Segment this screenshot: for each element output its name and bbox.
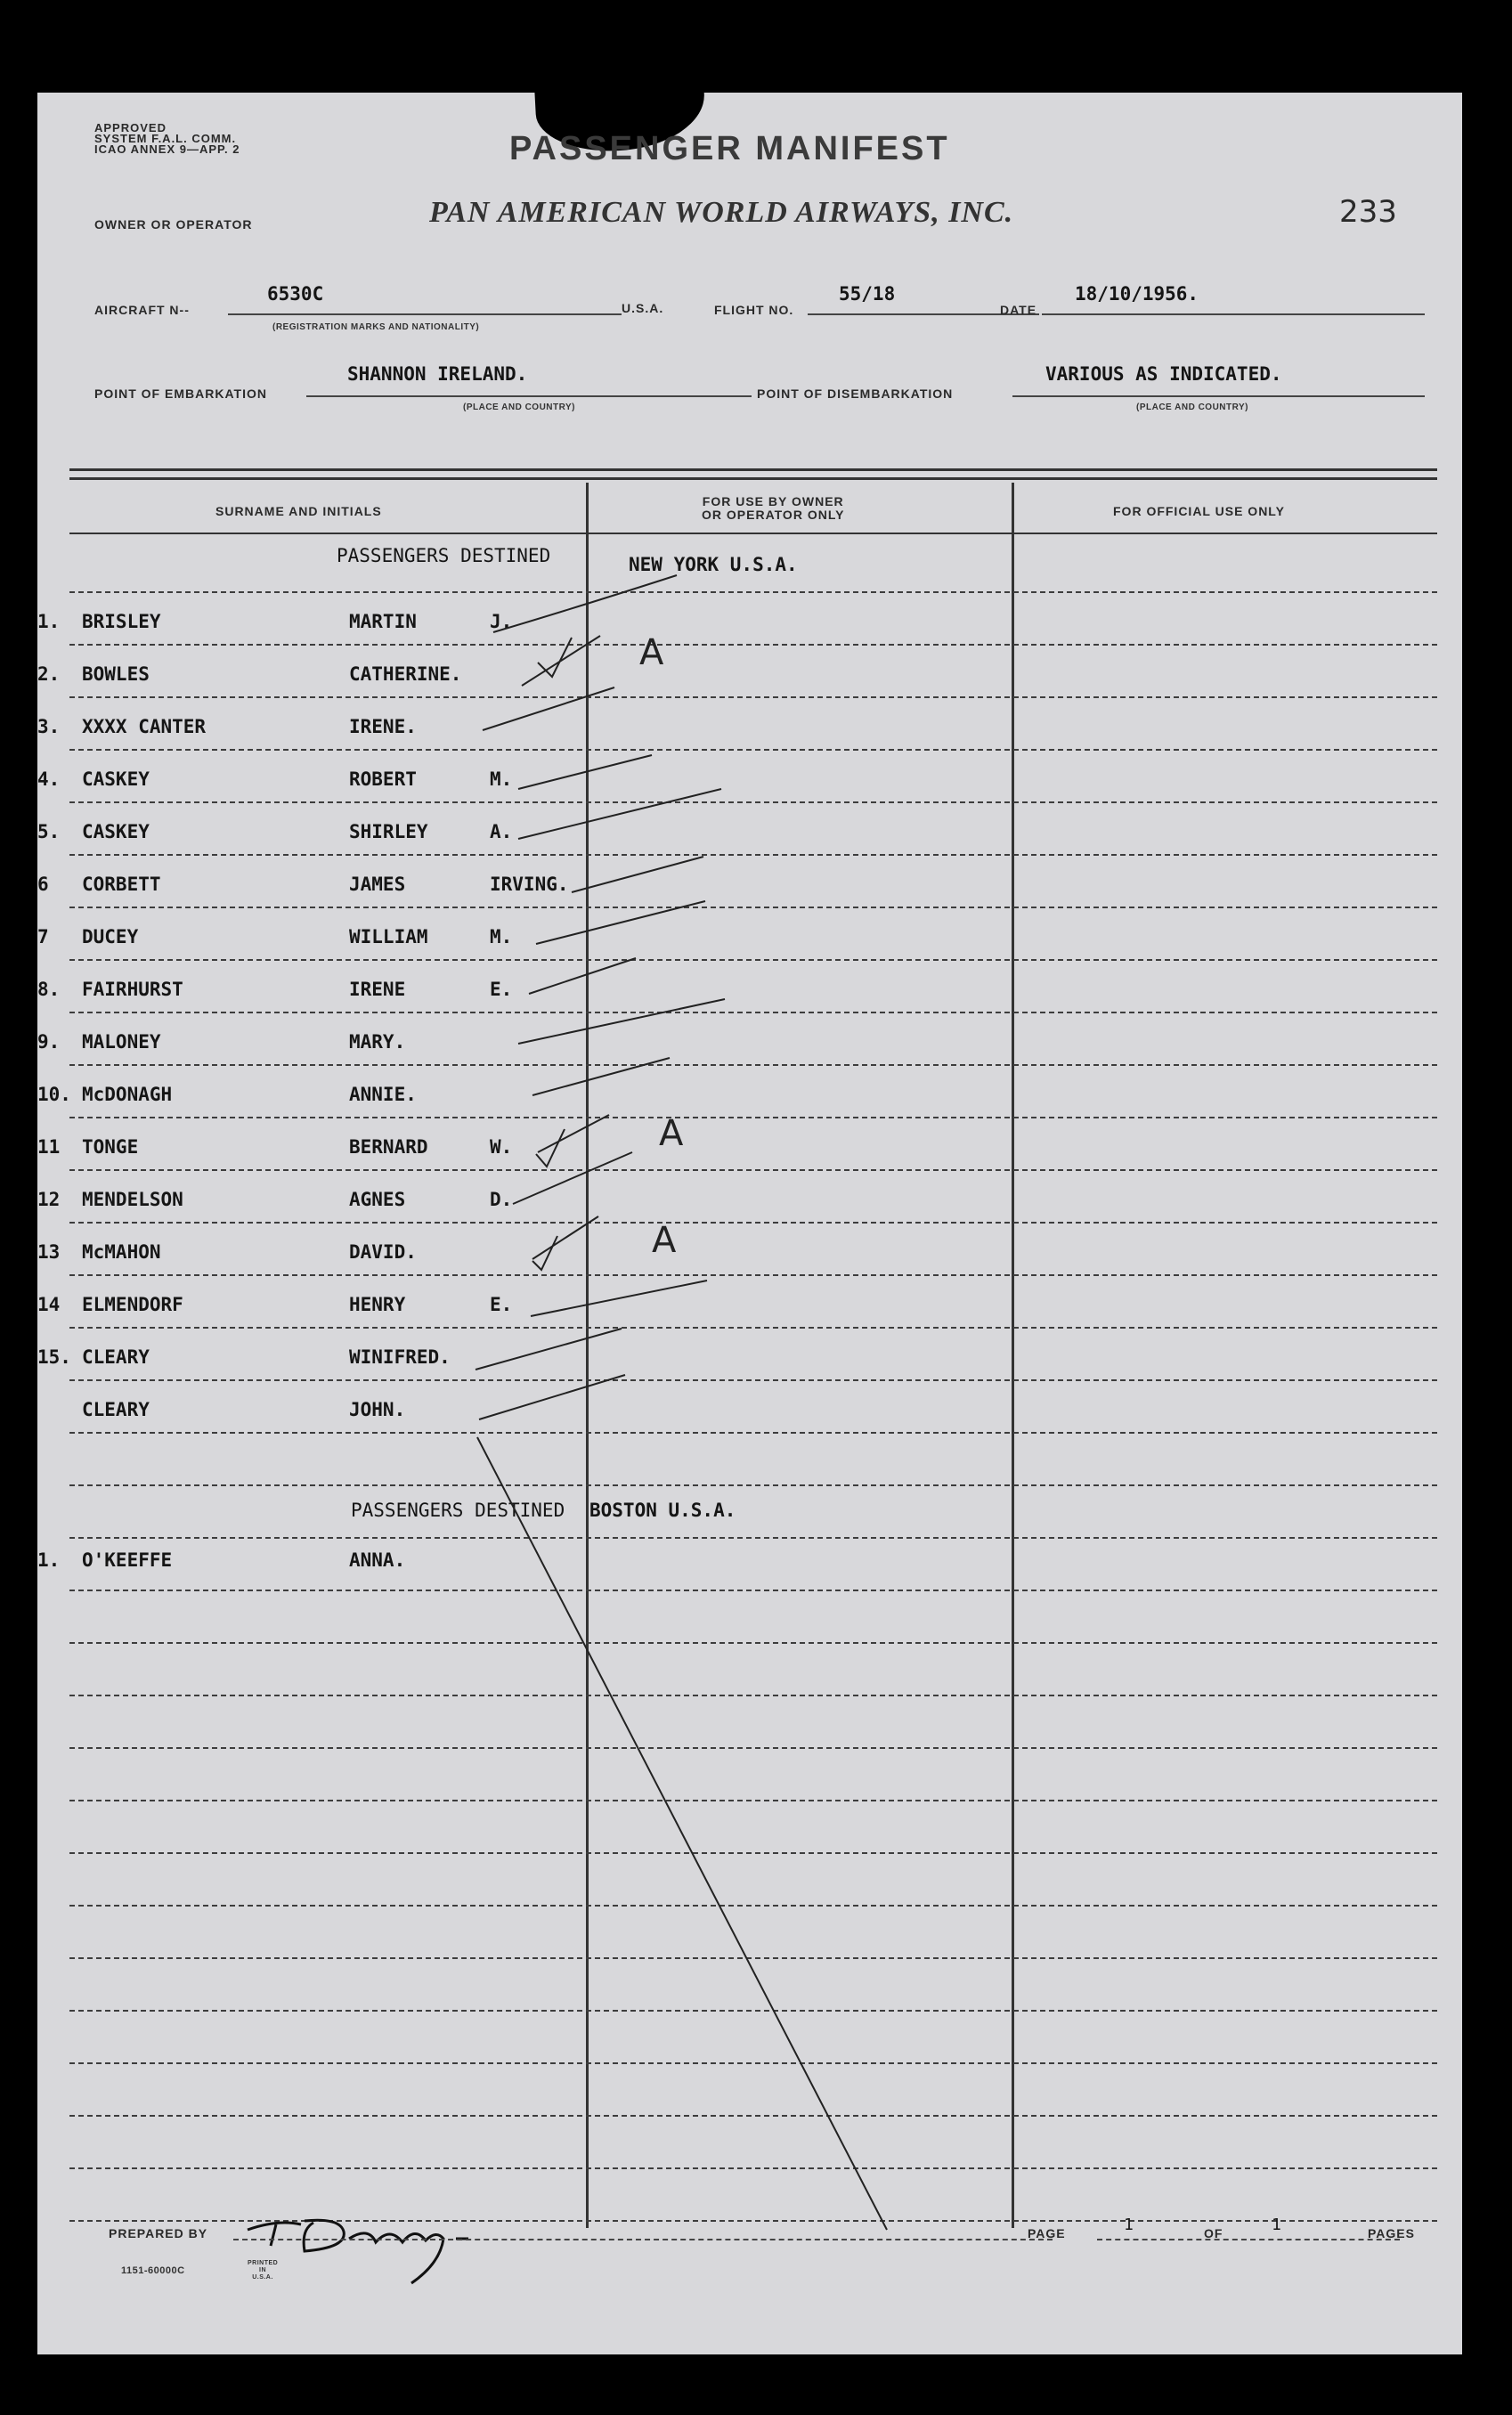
operator-name: PAN AMERICAN WORLD AIRWAYS, INC. bbox=[429, 196, 1014, 229]
passenger-initial: J. bbox=[490, 611, 513, 632]
check-stroke bbox=[538, 1115, 609, 1152]
passenger-number: 6 bbox=[37, 874, 49, 895]
aircraft-label: AIRCRAFT N-- bbox=[94, 303, 190, 317]
check-stroke bbox=[483, 687, 614, 730]
passenger-given-name: MARTIN bbox=[349, 611, 417, 632]
of-label: OF bbox=[1204, 2226, 1223, 2240]
prepared-underline bbox=[233, 2239, 1053, 2240]
column-header-official: FOR OFFICIAL USE ONLY bbox=[1113, 504, 1285, 518]
signature-t bbox=[248, 2223, 301, 2246]
passenger-given-name: IRENE. bbox=[349, 716, 417, 737]
passenger-given-name: IRENE bbox=[349, 979, 406, 1000]
passenger-given-name: ROBERT bbox=[349, 768, 417, 790]
page-total: 1 bbox=[1272, 2216, 1281, 2234]
manifest-sheet bbox=[37, 93, 1462, 2354]
check-stroke bbox=[532, 1216, 598, 1259]
passenger-surname: CASKEY bbox=[82, 768, 150, 790]
passenger-surname: MENDELSON bbox=[82, 1189, 183, 1210]
passenger-given-name: HENRY bbox=[349, 1294, 406, 1315]
passenger-surname: McDONAGH bbox=[82, 1084, 173, 1105]
passenger-given-name: MARY. bbox=[349, 1031, 406, 1053]
passenger-surname: CASKEY bbox=[82, 821, 150, 842]
embark-label: POINT OF EMBARKATION bbox=[94, 386, 267, 401]
passenger-given-name: JAMES bbox=[349, 874, 406, 895]
printed-note: PRINTED IN U.S.A. bbox=[248, 2260, 279, 2281]
check-stroke bbox=[529, 958, 636, 994]
aircraft-value: 6530C bbox=[267, 283, 324, 305]
passenger-surname: XXXX CANTER bbox=[82, 716, 207, 737]
form-number: 1151-60000C bbox=[121, 2265, 185, 2276]
usa-label: U.S.A. bbox=[622, 301, 664, 315]
page-label: PAGE bbox=[1028, 2226, 1066, 2240]
passenger-surname: McMAHON bbox=[82, 1241, 161, 1263]
passenger-number: 9. bbox=[37, 1031, 61, 1053]
check-stroke bbox=[518, 789, 721, 839]
passenger-surname: FAIRHURST bbox=[82, 979, 183, 1000]
passenger-given-name: ANNIE. bbox=[349, 1084, 417, 1105]
passenger-given-name: ANNA. bbox=[349, 1549, 406, 1571]
date-value: 18/10/1956. bbox=[1075, 283, 1199, 305]
passenger-given-name: SHIRLEY bbox=[349, 821, 428, 842]
handwritten-mark: A bbox=[639, 632, 664, 673]
passenger-number: 10. bbox=[37, 1084, 71, 1105]
passenger-number: 8. bbox=[37, 979, 61, 1000]
date-label: DATE bbox=[1000, 303, 1037, 317]
passenger-given-name: DAVID. bbox=[349, 1241, 417, 1263]
owner-label: OWNER OR OPERATOR bbox=[94, 217, 253, 232]
passenger-surname: BRISLEY bbox=[82, 611, 161, 632]
passenger-given-name: WINIFRED. bbox=[349, 1346, 451, 1368]
handwritten-mark: A bbox=[659, 1113, 684, 1154]
column-header-surname: SURNAME AND INITIALS bbox=[215, 504, 382, 518]
passenger-surname: DUCEY bbox=[82, 926, 139, 947]
tick-mark bbox=[532, 1236, 557, 1270]
flight-value: 55/18 bbox=[839, 283, 896, 305]
approval-line: SYSTEM F.A.L. COMM. bbox=[94, 132, 237, 145]
passenger-surname: MALONEY bbox=[82, 1031, 161, 1053]
passenger-surname: ELMENDORF bbox=[82, 1294, 183, 1315]
check-stroke bbox=[493, 575, 677, 632]
handwritten-marks bbox=[37, 93, 1462, 2354]
passenger-initial: D. bbox=[490, 1189, 513, 1210]
check-stroke bbox=[518, 999, 725, 1044]
passenger-number: 7 bbox=[37, 926, 49, 947]
check-stroke bbox=[572, 857, 703, 892]
handwritten-mark: A bbox=[652, 1220, 677, 1261]
passenger-number: 11 bbox=[37, 1136, 61, 1158]
check-stroke bbox=[513, 1152, 632, 1204]
passenger-initial: E. bbox=[490, 1294, 513, 1315]
passenger-surname: CLEARY bbox=[82, 1346, 150, 1368]
owner-use-line: OR OPERATOR ONLY bbox=[702, 508, 845, 522]
page-number: 1 bbox=[1124, 2216, 1134, 2234]
flight-label: FLIGHT NO. bbox=[714, 303, 794, 317]
disembark-value: VARIOUS AS INDICATED. bbox=[1045, 363, 1282, 385]
disembark-place-note: (PLACE AND COUNTRY) bbox=[1136, 402, 1248, 412]
cancel-diagonal bbox=[477, 1437, 887, 2230]
passenger-given-name: BERNARD bbox=[349, 1136, 428, 1158]
passenger-given-name: WILLIAM bbox=[349, 926, 428, 947]
pencil-strokes bbox=[476, 575, 887, 2230]
signature-strokes bbox=[248, 2220, 468, 2283]
passenger-number: 15. bbox=[37, 1346, 71, 1368]
passenger-number: 14 bbox=[37, 1294, 61, 1315]
check-stroke bbox=[536, 901, 705, 944]
document-title: PASSENGER MANIFEST bbox=[509, 130, 950, 167]
embark-value: SHANNON IRELAND. bbox=[347, 363, 528, 385]
passenger-initial: E. bbox=[490, 979, 513, 1000]
signature-tail bbox=[349, 2233, 443, 2283]
passenger-initial: M. bbox=[490, 768, 513, 790]
passenger-initial: M. bbox=[490, 926, 513, 947]
owner-use-line: FOR USE BY OWNER bbox=[702, 494, 844, 508]
approval-line: APPROVED bbox=[94, 121, 167, 134]
tick-mark bbox=[536, 1129, 565, 1167]
passenger-number: 5. bbox=[37, 821, 61, 842]
check-stroke bbox=[479, 1375, 625, 1419]
passenger-surname: TONGE bbox=[82, 1136, 139, 1158]
section-destination: BOSTON U.S.A. bbox=[589, 1500, 736, 1521]
pages-label: PAGES bbox=[1368, 2226, 1415, 2240]
section-destination: NEW YORK U.S.A. bbox=[629, 554, 798, 575]
passenger-number: 2. bbox=[37, 663, 61, 685]
passenger-initial: W. bbox=[490, 1136, 513, 1158]
passenger-given-name: AGNES bbox=[349, 1189, 406, 1210]
passenger-number: 1. bbox=[37, 611, 61, 632]
approval-line: ICAO ANNEX 9—APP. 2 bbox=[94, 142, 240, 156]
check-stroke bbox=[532, 1058, 670, 1095]
section-heading: PASSENGERS DESTINED bbox=[337, 545, 551, 566]
registration-note: (REGISTRATION MARKS AND NATIONALITY) bbox=[272, 322, 480, 332]
signature-d bbox=[304, 2220, 344, 2251]
section-heading: PASSENGERS DESTINED bbox=[351, 1500, 565, 1521]
passenger-number: 13 bbox=[37, 1241, 61, 1263]
embark-place-note: (PLACE AND COUNTRY) bbox=[463, 402, 575, 412]
passenger-surname: CORBETT bbox=[82, 874, 161, 895]
sheet-number: 233 bbox=[1339, 194, 1397, 230]
disembark-label: POINT OF DISEMBARKATION bbox=[757, 386, 954, 401]
passenger-surname: BOWLES bbox=[82, 663, 150, 685]
check-stroke bbox=[531, 1281, 707, 1316]
passenger-initial: A. bbox=[490, 821, 513, 842]
passenger-number: 12 bbox=[37, 1189, 61, 1210]
passenger-initial: IRVING. bbox=[490, 874, 569, 895]
check-stroke bbox=[476, 1329, 622, 1370]
passenger-surname: CLEARY bbox=[82, 1399, 150, 1420]
passenger-number: 3. bbox=[37, 716, 61, 737]
passenger-given-name: CATHERINE. bbox=[349, 663, 462, 685]
passenger-number: 1. bbox=[37, 1549, 61, 1571]
prepared-label: PREPARED BY bbox=[109, 2226, 208, 2240]
page-underline bbox=[1097, 2239, 1400, 2240]
passenger-surname: O'KEEFFE bbox=[82, 1549, 173, 1571]
passenger-given-name: JOHN. bbox=[349, 1399, 406, 1420]
passenger-number: 4. bbox=[37, 768, 61, 790]
check-stroke bbox=[518, 755, 652, 789]
